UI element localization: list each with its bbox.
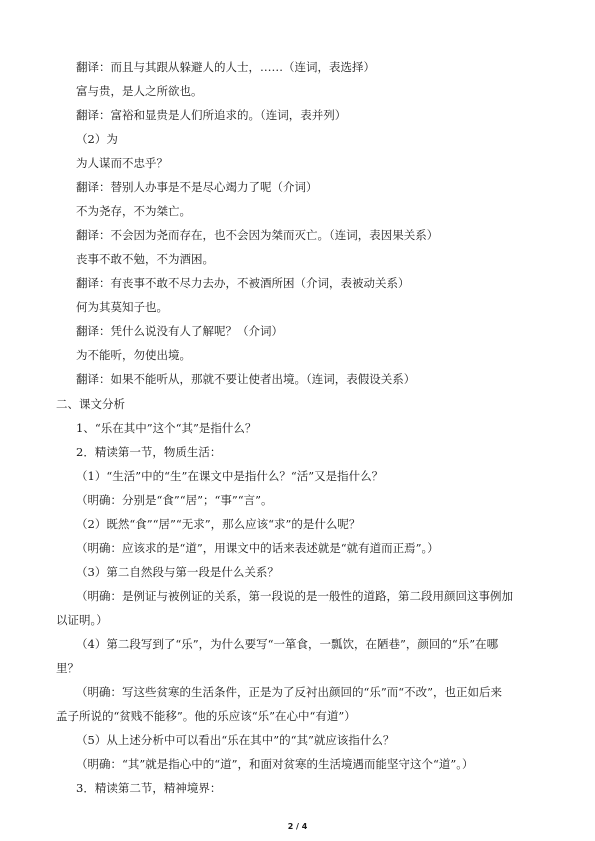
- text-line: （明确：分别是“食”“居”；“事”“言”。: [76, 492, 273, 507]
- text-line: 翻译：凭什么说没有人了解呢？（介词）: [76, 324, 283, 339]
- text-line: 翻译：而且与其跟从躲避人的人士，……（连词，表选择）: [76, 60, 375, 74]
- text-line: （3）第二自然段与第一段是什么关系？: [76, 564, 279, 579]
- text-line: 翻译：有丧事不敢不尽力去办，不被酒所困（介词，表被动关系）: [76, 276, 410, 291]
- text-line: 3．精读第二节，精神境界：: [76, 781, 222, 795]
- text-line: 2．精读第一节，物质生活：: [76, 444, 222, 459]
- text-line: （明确：应该求的是“道”，用课文中的话来表述就是“就有道而正焉”。）: [76, 540, 439, 555]
- section-heading: 二、课文分析: [56, 396, 125, 411]
- text-line: 翻译：不会因为尧而存在，也不会因为桀而灭亡。（连词，表因果关系）: [76, 228, 439, 243]
- text-line: 1、“乐在其中”这个“其”是指什么？: [76, 420, 257, 435]
- text-line: 翻译：替别人办事是不是尽心竭力了呢（介词）: [76, 180, 318, 195]
- text-line: （2）既然“食”“居”“无求”，那么应该“求”的是什么呢？: [76, 516, 361, 531]
- text-line: （2）为: [76, 132, 118, 147]
- text-line: 不为尧存，不为桀亡。: [76, 204, 191, 219]
- text-line: （明确：“其”就是指心中的“道”，和面对贫寒的生活境遇而能坚守这个“道”。）: [76, 757, 474, 771]
- text-line: 为人谋而不忠乎？: [76, 156, 168, 171]
- text-line: 丧事不敢不勉，不为酒困。: [76, 252, 214, 267]
- text-line: 为不能听，勿使出境。: [76, 348, 191, 363]
- text-line: 翻译：富裕和显贵是人们所追求的。（连词，表并列）: [76, 108, 347, 123]
- page-number: 2 / 4: [287, 822, 308, 831]
- text-line: （1）“生活”中的“生”在课文中是指什么？“活”又是指什么？: [76, 468, 384, 483]
- text-line: 孟子所说的“贫贱不能移”。他的乐应该“乐”在心中“有道”）: [56, 708, 356, 723]
- text-line: （明确：是例证与被例证的关系，第一段说的是一般性的道路，第二段用颜回这事例加: [76, 588, 513, 603]
- text-line: 何为其莫知子也。: [76, 300, 168, 315]
- text-line: 富与贵，是人之所欲也。: [76, 84, 203, 98]
- text-line: （5）从上述分析中可以看出“乐在其中”的“其”就应该指什么？: [76, 732, 395, 747]
- text-line: （明确：写这些贫寒的生活条件，正是为了反衬出颜回的“乐”而“不改”，也正如后来: [76, 684, 503, 699]
- text-line: 以证明。）: [56, 612, 108, 627]
- text-line: （4）第二段写到了“乐”，为什么要写“一箪食，一瓢饮，在陋巷”，颜回的“乐”在哪: [76, 636, 499, 651]
- text-line: 翻译：如果不能听从，那就不要让使者出境。（连词，表假设关系）: [76, 372, 416, 387]
- text-line: 里？: [56, 660, 79, 675]
